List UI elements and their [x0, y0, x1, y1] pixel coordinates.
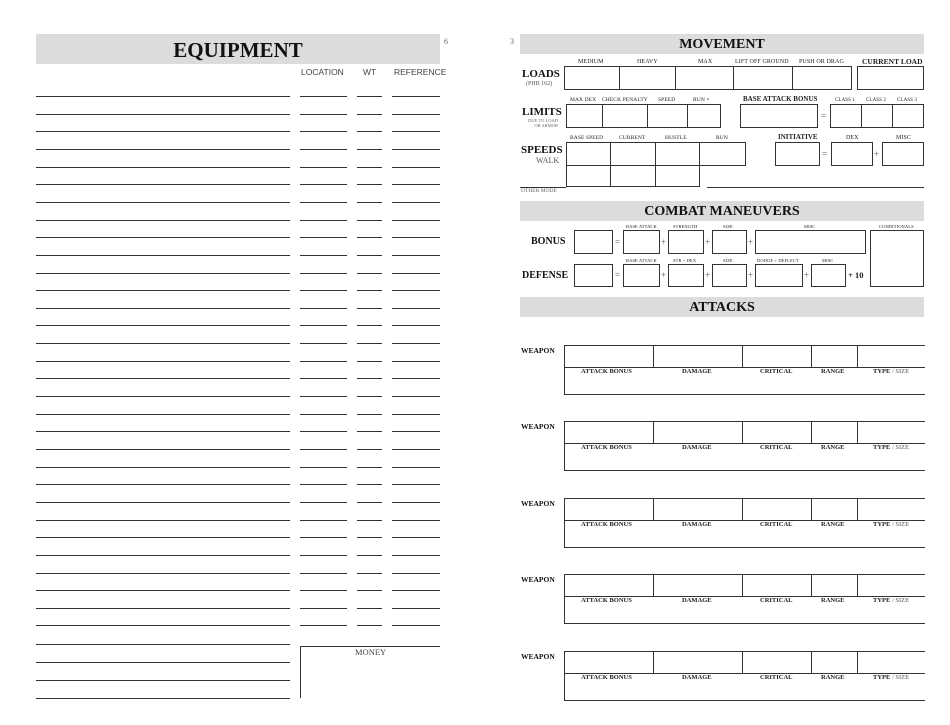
- initiative-misc-label: MISC: [896, 135, 912, 141]
- equipment-location-line[interactable]: [300, 449, 347, 450]
- equipment-location-line[interactable]: [300, 114, 347, 115]
- equipment-item-line[interactable]: [36, 537, 290, 538]
- equipment-item-line[interactable]: [36, 325, 290, 326]
- limits-header-speed: SPEED: [658, 97, 676, 103]
- initiative-dex-box[interactable]: [831, 142, 873, 166]
- equipment-item-line[interactable]: [36, 449, 290, 450]
- weapon-field-3[interactable]: [742, 651, 812, 674]
- cm-conditionals-label: CONDITIONALS: [879, 224, 914, 229]
- weapon-field-5[interactable]: [857, 421, 925, 444]
- equipment-wt-line[interactable]: [357, 625, 382, 626]
- initiative-total-box[interactable]: [775, 142, 820, 166]
- weapon-label: WEAPON: [521, 422, 555, 431]
- weapon-damage-label: DAMAGE: [682, 597, 712, 604]
- cm-defense-strdex-box[interactable]: [668, 264, 704, 287]
- cm-conditionals-box[interactable]: [870, 230, 924, 287]
- cm-bonus-header-size: SIZE: [723, 224, 733, 229]
- loads-header-lift: LIFT OFF GROUND: [735, 59, 789, 65]
- cm-bonus-plus-3: +: [748, 237, 754, 247]
- equipment-reference-line[interactable]: [392, 414, 440, 415]
- base-attack-bonus-box[interactable]: [740, 104, 818, 128]
- weapon-field-2[interactable]: [653, 574, 743, 597]
- base-attack-bonus-label: BASE ATTACK BONUS: [743, 95, 818, 103]
- equipment-reference-line[interactable]: [392, 202, 440, 203]
- equipment-wt-line[interactable]: [357, 484, 382, 485]
- equipment-wt-line[interactable]: [357, 431, 382, 432]
- cm-bonus-misc-box[interactable]: [755, 230, 866, 254]
- limits-run-box[interactable]: [687, 104, 721, 128]
- cm-defense-plus-2: +: [705, 270, 711, 280]
- equipment-wt-line[interactable]: [357, 502, 382, 503]
- speeds-label: SPEEDS: [521, 144, 563, 156]
- equipment-item-line[interactable]: [36, 590, 290, 591]
- limits-sublabel-1: DUE TO LOAD: [528, 118, 558, 123]
- equipment-location-line[interactable]: [300, 149, 347, 150]
- weapon-size-label: SIZE: [895, 597, 910, 604]
- current-load-label: CURRENT LOAD: [862, 57, 923, 66]
- weapon-field-4[interactable]: [811, 345, 858, 368]
- equipment-location-line[interactable]: [300, 414, 347, 415]
- cm-bonus-size-box[interactable]: [712, 230, 747, 254]
- equipment-reference-line[interactable]: [392, 325, 440, 326]
- loads-label: LOADS: [522, 68, 560, 80]
- weapon-field-2[interactable]: [653, 421, 743, 444]
- speeds-walk-label: WALK: [536, 156, 560, 165]
- loads-header-push: PUSH OR DRAG: [799, 59, 844, 65]
- weapon-range-label: RANGE: [821, 368, 845, 375]
- weapon-field-5[interactable]: [857, 574, 925, 597]
- weapon-field-4[interactable]: [811, 651, 858, 674]
- equipment-item-line[interactable]: [36, 308, 290, 309]
- limits-check-box[interactable]: [602, 104, 648, 128]
- equipment-location-line[interactable]: [300, 167, 347, 168]
- equipment-location-line[interactable]: [300, 537, 347, 538]
- equipment-item-line[interactable]: [36, 680, 290, 681]
- equipment-wt-line[interactable]: [357, 325, 382, 326]
- initiative-equals: =: [822, 149, 828, 159]
- equipment-reference-line[interactable]: [392, 184, 440, 185]
- cm-bonus-header-str: STRENGTH: [673, 224, 698, 229]
- equipment-item-line[interactable]: [36, 625, 290, 626]
- cm-defense-label: DEFENSE: [522, 270, 569, 281]
- equipment-wt-line[interactable]: [357, 273, 382, 274]
- loads-max-box[interactable]: [675, 66, 734, 90]
- equipment-item-line[interactable]: [36, 114, 290, 115]
- speeds-current-box[interactable]: [610, 142, 656, 166]
- limits-header-run: RUN ×: [693, 97, 710, 103]
- equipment-reference-line[interactable]: [392, 114, 440, 115]
- weapon-type-size-label: TYPE / SIZE: [873, 674, 910, 681]
- weapon-critical-label: CRITICAL: [760, 444, 793, 451]
- equipment-item-line[interactable]: [36, 608, 290, 609]
- weapon-field-3[interactable]: [742, 498, 812, 521]
- equipment-location-line[interactable]: [300, 608, 347, 609]
- equipment-location-line[interactable]: [300, 184, 347, 185]
- equipment-reference-line[interactable]: [392, 625, 440, 626]
- equipment-location-line[interactable]: [300, 573, 347, 574]
- equipment-reference-line[interactable]: [392, 273, 440, 274]
- equipment-reference-line[interactable]: [392, 220, 440, 221]
- combat-maneuvers-header: [520, 201, 924, 221]
- cm-defense-header-strdex: STR + DEX: [673, 258, 697, 263]
- equipment-reference-line[interactable]: [392, 555, 440, 556]
- equipment-location-line[interactable]: [300, 237, 347, 238]
- equipment-location-line[interactable]: [300, 590, 347, 591]
- equipment-item-line[interactable]: [36, 698, 290, 699]
- weapon-field-4[interactable]: [811, 421, 858, 444]
- weapon-size-label: SIZE: [895, 368, 910, 375]
- attacks-title: ATTACKS: [689, 300, 755, 315]
- equipment-wt-line[interactable]: [357, 449, 382, 450]
- equipment-wt-line[interactable]: [357, 202, 382, 203]
- cm-bonus-plus-1: +: [661, 237, 667, 247]
- weapon-type-size-label: TYPE / SIZE: [873, 597, 910, 604]
- equipment-location-line[interactable]: [300, 308, 347, 309]
- equipment-item-line[interactable]: [36, 467, 290, 468]
- wt-column-header: WT: [363, 67, 377, 77]
- loads-sublabel: (PHB 162): [526, 81, 553, 87]
- weapon-label: WEAPON: [521, 575, 555, 584]
- weapon-attack-bonus-label: ATTACK BONUS: [581, 521, 632, 528]
- bab-equals: =: [821, 111, 827, 121]
- equipment-item-line[interactable]: [36, 644, 290, 645]
- equipment-item-line[interactable]: [36, 484, 290, 485]
- money-label: MONEY: [355, 647, 387, 657]
- equipment-location-line[interactable]: [300, 202, 347, 203]
- weapon-type-label: TYPE: [873, 368, 891, 375]
- weapon-name-field[interactable]: [564, 574, 654, 597]
- speeds-hustle-box[interactable]: [655, 142, 700, 166]
- equipment-location-line[interactable]: [300, 520, 347, 521]
- weapon-critical-label: CRITICAL: [760, 597, 793, 604]
- equipment-reference-line[interactable]: [392, 484, 440, 485]
- equipment-reference-line[interactable]: [392, 149, 440, 150]
- equipment-reference-line[interactable]: [392, 396, 440, 397]
- equipment-location-line[interactable]: [300, 273, 347, 274]
- speeds-header-current: CURRENT: [619, 135, 646, 141]
- equipment-item-line[interactable]: [36, 555, 290, 556]
- initiative-label: INITIATIVE: [778, 133, 818, 141]
- equipment-item-line[interactable]: [36, 290, 290, 291]
- equipment-location-line[interactable]: [300, 220, 347, 221]
- equipment-item-line[interactable]: [36, 573, 290, 574]
- equipment-item-line[interactable]: [36, 167, 290, 168]
- cm-bonus-header-base: BASE ATTACK: [626, 224, 657, 229]
- equipment-reference-line[interactable]: [392, 537, 440, 538]
- cm-defense-equals: =: [615, 270, 621, 280]
- class-3-label: CLASS 3: [897, 98, 918, 103]
- right-page-number: 3: [510, 37, 514, 46]
- current-load-box[interactable]: [857, 66, 924, 90]
- weapon-name-field[interactable]: [564, 421, 654, 444]
- weapon-size-label: SIZE: [895, 444, 910, 451]
- weapon-name-field[interactable]: [564, 345, 654, 368]
- equipment-reference-line[interactable]: [392, 290, 440, 291]
- equipment-reference-line[interactable]: [392, 308, 440, 309]
- cm-defense-base-box[interactable]: [623, 264, 660, 287]
- cm-bonus-base-box[interactable]: [623, 230, 660, 254]
- weapon-damage-label: DAMAGE: [682, 368, 712, 375]
- equipment-reference-line[interactable]: [392, 608, 440, 609]
- weapon-name-field[interactable]: [564, 498, 654, 521]
- equipment-location-line[interactable]: [300, 96, 347, 97]
- weapon-field-4[interactable]: [811, 574, 858, 597]
- equipment-location-line[interactable]: [300, 378, 347, 379]
- weapon-range-label: RANGE: [821, 597, 845, 604]
- other-speed-box-2[interactable]: [610, 165, 656, 187]
- movement-header: [520, 34, 924, 54]
- equipment-wt-line[interactable]: [357, 167, 382, 168]
- other-speed-box-1[interactable]: [566, 165, 611, 187]
- equipment-wt-line[interactable]: [357, 237, 382, 238]
- equipment-wt-line[interactable]: [357, 555, 382, 556]
- equipment-item-line[interactable]: [36, 431, 290, 432]
- limits-speed-box[interactable]: [647, 104, 688, 128]
- equipment-location-line[interactable]: [300, 502, 347, 503]
- equipment-location-line[interactable]: [300, 290, 347, 291]
- speeds-run-box[interactable]: [699, 142, 746, 166]
- equipment-item-line[interactable]: [36, 343, 290, 344]
- equipment-wt-line[interactable]: [357, 361, 382, 362]
- equipment-wt-line[interactable]: [357, 184, 382, 185]
- weapon-field-2[interactable]: [653, 345, 743, 368]
- weapon-type-label: TYPE: [873, 597, 891, 604]
- weapon-name-field[interactable]: [564, 651, 654, 674]
- equipment-wt-line[interactable]: [357, 114, 382, 115]
- loads-medium-box[interactable]: [564, 66, 620, 90]
- equipment-reference-line[interactable]: [392, 573, 440, 574]
- loads-heavy-box[interactable]: [619, 66, 676, 90]
- equipment-reference-line[interactable]: [392, 502, 440, 503]
- weapon-damage-label: DAMAGE: [682, 444, 712, 451]
- left-page-number: 6: [444, 37, 448, 46]
- cm-defense-header-size: SIZE: [723, 258, 733, 263]
- weapon-critical-label: CRITICAL: [760, 368, 793, 375]
- weapon-label: WEAPON: [521, 346, 555, 355]
- equipment-reference-line[interactable]: [392, 378, 440, 379]
- equipment-item-line[interactable]: [36, 237, 290, 238]
- speeds-base-box[interactable]: [566, 142, 611, 166]
- combat-maneuvers-title: COMBAT MANEUVERS: [644, 204, 800, 219]
- equipment-wt-line[interactable]: [357, 396, 382, 397]
- cm-bonus-label: BONUS: [531, 236, 566, 247]
- weapon-type-label: TYPE: [873, 674, 891, 681]
- cm-defense-dodge-box[interactable]: [755, 264, 803, 287]
- cm-bonus-header-misc: MISC: [804, 224, 816, 229]
- cm-bonus-plus-2: +: [705, 237, 711, 247]
- limits-maxdex-box[interactable]: [566, 104, 603, 128]
- equipment-wt-line[interactable]: [357, 537, 382, 538]
- loads-header-max: MAX: [698, 59, 713, 65]
- equipment-location-line[interactable]: [300, 343, 347, 344]
- equipment-location-line[interactable]: [300, 467, 347, 468]
- cm-defense-header-base: BASE ATTACK: [626, 258, 657, 263]
- equipment-wt-line[interactable]: [357, 467, 382, 468]
- weapon-field-4[interactable]: [811, 498, 858, 521]
- equipment-item-line[interactable]: [36, 149, 290, 150]
- equipment-location-line[interactable]: [300, 396, 347, 397]
- equipment-location-line[interactable]: [300, 255, 347, 256]
- weapon-damage-label: DAMAGE: [682, 521, 712, 528]
- cm-defense-misc-box[interactable]: [811, 264, 846, 287]
- weapon-field-3[interactable]: [742, 421, 812, 444]
- equipment-wt-line[interactable]: [357, 290, 382, 291]
- weapon-range-label: RANGE: [821, 674, 845, 681]
- loads-push-box[interactable]: [792, 66, 852, 90]
- equipment-header: [36, 34, 440, 64]
- equipment-reference-line[interactable]: [392, 431, 440, 432]
- speeds-header-hustle: HUSTLE: [665, 135, 687, 141]
- weapon-type-size-label: TYPE / SIZE: [873, 521, 910, 528]
- weapon-field-5[interactable]: [857, 345, 925, 368]
- cm-defense-total-box[interactable]: [574, 264, 613, 287]
- loads-header-heavy: HEAVY: [637, 59, 658, 65]
- loads-header-medium: MEDIUM: [578, 59, 604, 65]
- movement-title: MOVEMENT: [679, 37, 765, 52]
- equipment-reference-line[interactable]: [392, 520, 440, 521]
- equipment-wt-line[interactable]: [357, 520, 382, 521]
- equipment-item-line[interactable]: [36, 361, 290, 362]
- loads-lift-box[interactable]: [733, 66, 793, 90]
- equipment-wt-line[interactable]: [357, 590, 382, 591]
- other-mode-line-right[interactable]: [707, 187, 924, 188]
- weapon-label: WEAPON: [521, 499, 555, 508]
- equipment-item-line[interactable]: [36, 184, 290, 185]
- equipment-reference-line[interactable]: [392, 467, 440, 468]
- limits-header-check: CHECK PENALTY: [602, 97, 648, 103]
- weapon-size-label: SIZE: [895, 674, 910, 681]
- equipment-reference-line[interactable]: [392, 96, 440, 97]
- cm-defense-header-dodge: DODGE + DEFLECT: [757, 258, 799, 263]
- equipment-location-line[interactable]: [300, 325, 347, 326]
- weapon-range-label: RANGE: [821, 444, 845, 451]
- equipment-reference-line[interactable]: [392, 167, 440, 168]
- cm-bonus-equals: =: [615, 237, 621, 247]
- equipment-item-line[interactable]: [36, 396, 290, 397]
- limits-header-maxdex: MAX DEX: [570, 97, 597, 103]
- class-1-label: CLASS 1: [835, 98, 856, 103]
- equipment-reference-line[interactable]: [392, 255, 440, 256]
- equipment-location-line[interactable]: [300, 431, 347, 432]
- initiative-misc-box[interactable]: [882, 142, 924, 166]
- speeds-header-base: BASE SPEED: [570, 135, 604, 141]
- equipment-location-line[interactable]: [300, 625, 347, 626]
- equipment-item-line[interactable]: [36, 378, 290, 379]
- equipment-location-line[interactable]: [300, 131, 347, 132]
- weapon-field-5[interactable]: [857, 651, 925, 674]
- weapon-attack-bonus-label: ATTACK BONUS: [581, 597, 632, 604]
- weapon-attack-bonus-label: ATTACK BONUS: [581, 368, 632, 375]
- limits-sublabel-2: OR ARMOR: [534, 123, 558, 128]
- weapon-type-label: TYPE: [873, 521, 891, 528]
- class-1-box[interactable]: [830, 104, 862, 128]
- equipment-item-line[interactable]: [36, 662, 290, 663]
- class-2-box[interactable]: [861, 104, 893, 128]
- weapon-damage-label: DAMAGE: [682, 674, 712, 681]
- weapon-type-label: TYPE: [873, 444, 891, 451]
- cm-defense-plus-4: +: [804, 270, 810, 280]
- equipment-wt-line[interactable]: [357, 220, 382, 221]
- equipment-reference-line[interactable]: [392, 343, 440, 344]
- weapon-field-2[interactable]: [653, 498, 743, 521]
- other-speed-box-3[interactable]: [655, 165, 700, 187]
- reference-column-header: REFERENCE: [394, 67, 447, 77]
- equipment-item-line[interactable]: [36, 520, 290, 521]
- weapon-type-size-label: TYPE / SIZE: [873, 444, 910, 451]
- attacks-header: [520, 297, 924, 317]
- equipment-location-line[interactable]: [300, 555, 347, 556]
- equipment-reference-line[interactable]: [392, 131, 440, 132]
- equipment-reference-line[interactable]: [392, 449, 440, 450]
- limits-label: LIMITS: [522, 106, 562, 118]
- equipment-wt-line[interactable]: [357, 608, 382, 609]
- speeds-header-run: RUN: [716, 135, 728, 141]
- location-column-header: LOCATION: [301, 67, 344, 77]
- weapon-critical-label: CRITICAL: [760, 674, 793, 681]
- equipment-item-line[interactable]: [36, 202, 290, 203]
- other-mode-label: OTHER MODE: [521, 188, 557, 194]
- weapon-critical-label: CRITICAL: [760, 521, 793, 528]
- equipment-item-line[interactable]: [36, 96, 290, 97]
- equipment-location-line[interactable]: [300, 484, 347, 485]
- equipment-item-line[interactable]: [36, 502, 290, 503]
- equipment-item-line[interactable]: [36, 131, 290, 132]
- cm-defense-size-box[interactable]: [712, 264, 747, 287]
- weapon-field-2[interactable]: [653, 651, 743, 674]
- equipment-wt-line[interactable]: [357, 378, 382, 379]
- class-2-label: CLASS 2: [866, 98, 887, 103]
- equipment-location-line[interactable]: [300, 361, 347, 362]
- cm-defense-header-misc: MISC: [822, 258, 834, 263]
- equipment-reference-line[interactable]: [392, 590, 440, 591]
- weapon-type-size-label: TYPE / SIZE: [873, 368, 910, 375]
- equipment-wt-line[interactable]: [357, 308, 382, 309]
- weapon-field-3[interactable]: [742, 574, 812, 597]
- weapon-field-5[interactable]: [857, 498, 925, 521]
- weapon-size-label: SIZE: [895, 521, 910, 528]
- equipment-wt-line[interactable]: [357, 343, 382, 344]
- equipment-item-line[interactable]: [36, 273, 290, 274]
- weapon-label: WEAPON: [521, 652, 555, 661]
- equipment-item-line[interactable]: [36, 220, 290, 221]
- equipment-reference-line[interactable]: [392, 361, 440, 362]
- initiative-plus: +: [874, 149, 880, 159]
- initiative-dex-label: DEX: [846, 135, 859, 141]
- weapon-field-3[interactable]: [742, 345, 812, 368]
- equipment-wt-line[interactable]: [357, 96, 382, 97]
- weapon-attack-bonus-label: ATTACK BONUS: [581, 674, 632, 681]
- equipment-reference-line[interactable]: [392, 237, 440, 238]
- equipment-item-line[interactable]: [36, 414, 290, 415]
- cm-bonus-str-box[interactable]: [668, 230, 704, 254]
- equipment-wt-line[interactable]: [357, 255, 382, 256]
- equipment-wt-line[interactable]: [357, 414, 382, 415]
- equipment-wt-line[interactable]: [357, 573, 382, 574]
- class-3-box[interactable]: [892, 104, 924, 128]
- cm-defense-plus-1: +: [661, 270, 667, 280]
- equipment-wt-line[interactable]: [357, 131, 382, 132]
- weapon-attack-bonus-label: ATTACK BONUS: [581, 444, 632, 451]
- equipment-item-line[interactable]: [36, 255, 290, 256]
- cm-bonus-total-box[interactable]: [574, 230, 613, 254]
- cm-defense-plus-3: +: [748, 270, 754, 280]
- weapon-range-label: RANGE: [821, 521, 845, 528]
- equipment-wt-line[interactable]: [357, 149, 382, 150]
- cm-defense-plus-ten: + 10: [848, 270, 864, 280]
- equipment-title: EQUIPMENT: [173, 38, 303, 62]
